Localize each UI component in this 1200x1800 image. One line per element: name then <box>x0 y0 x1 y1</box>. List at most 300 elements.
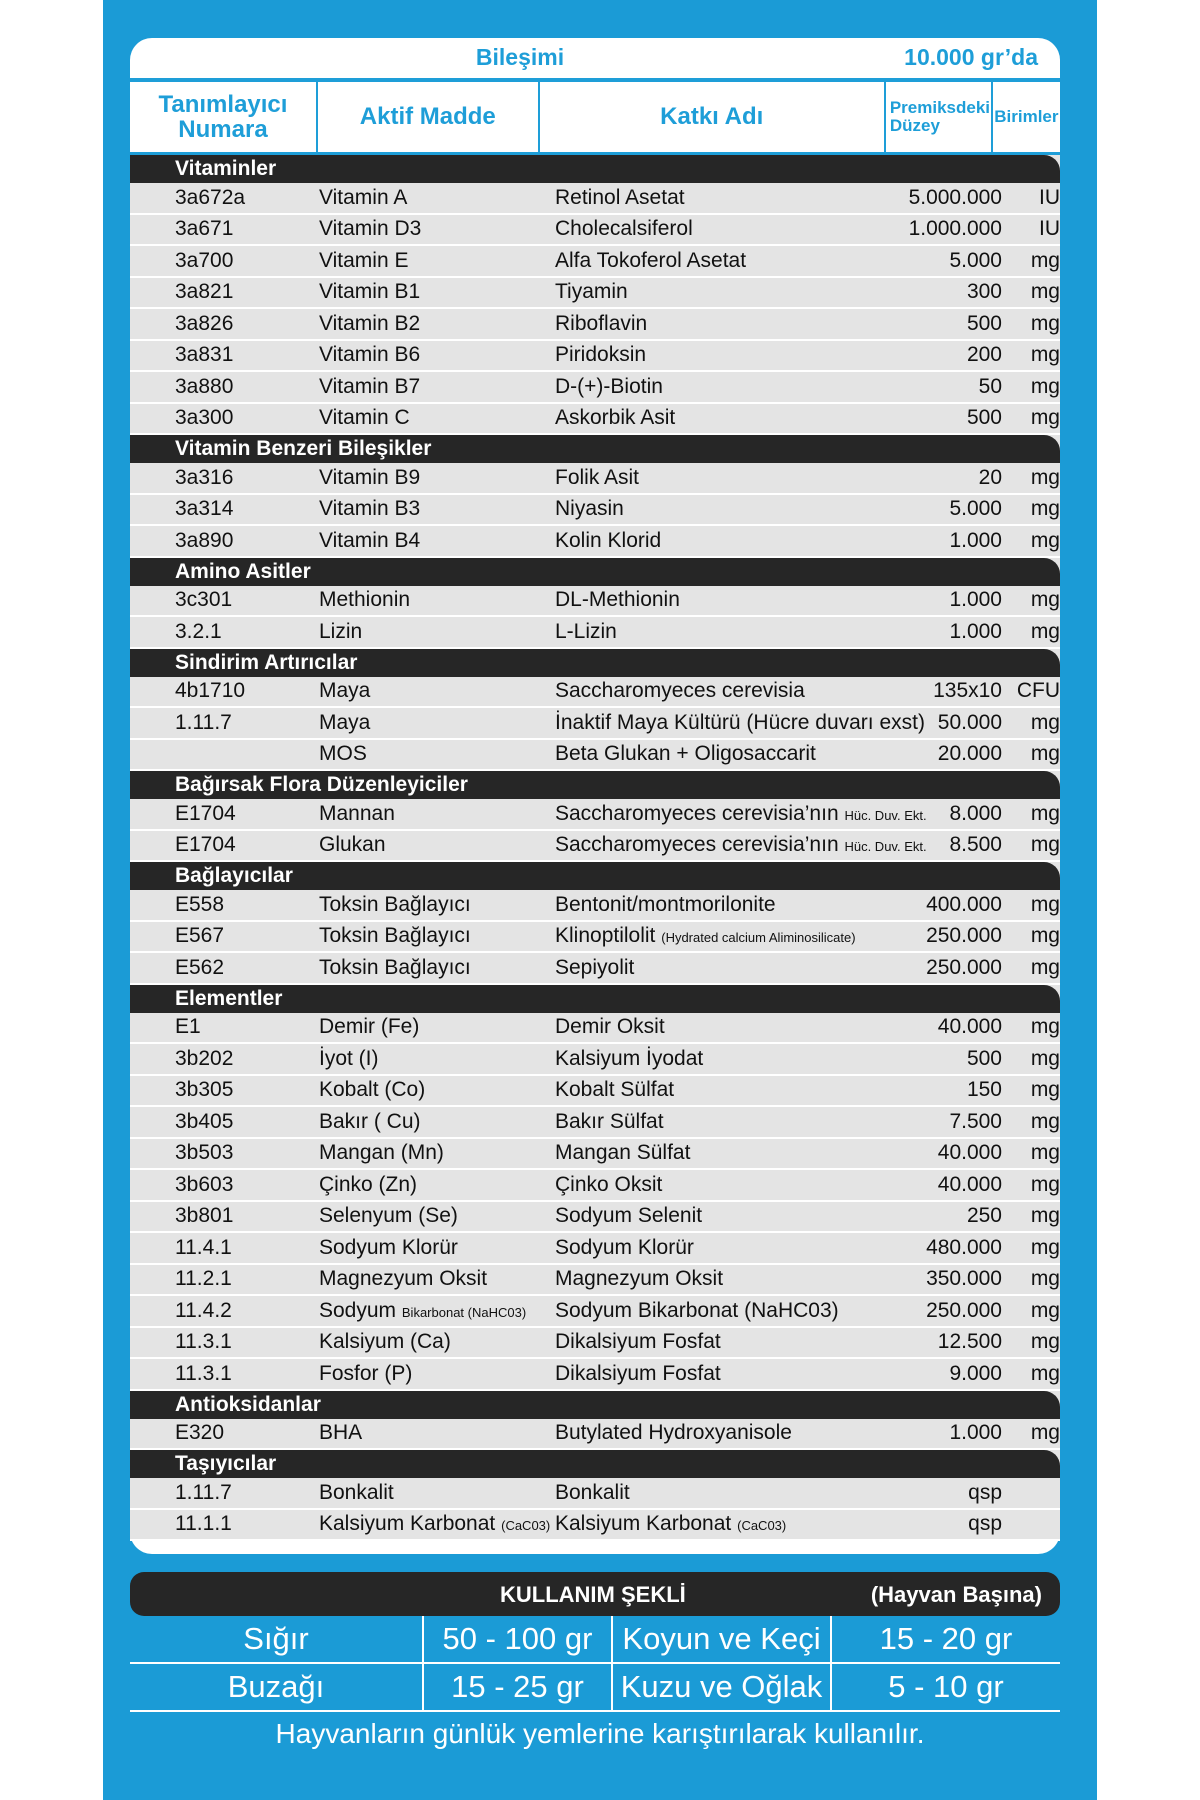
table-row <box>130 922 1060 954</box>
table-row <box>130 799 1060 831</box>
cell-unit <box>1002 1236 1060 1260</box>
cell-level-text: 500 <box>966 406 1002 430</box>
cell-unit-text: mg <box>1030 955 1060 979</box>
cell-level <box>890 1204 1002 1228</box>
cell-active-text: Vitamin E <box>319 248 409 272</box>
cell-additive <box>555 1204 890 1228</box>
cell-level <box>890 280 1002 304</box>
cell-unit <box>1002 588 1060 612</box>
cell-unit-text: mg <box>1030 801 1060 825</box>
cell-additive <box>555 312 890 336</box>
cell-additive-text: Kalsiyum Karbonat <box>555 1512 732 1536</box>
cell-id <box>130 833 319 857</box>
cell-level <box>890 217 1002 241</box>
cell-active-text: Fosfor (P) <box>319 1361 413 1385</box>
cell-level-text: 50 <box>978 374 1002 398</box>
cell-active <box>319 312 555 336</box>
cell-active-text: Toksin Bağlayıcı <box>319 892 471 916</box>
cell-level-text: 20 <box>978 465 1002 489</box>
cell-additive <box>555 833 927 857</box>
cell-level-text: 400.000 <box>926 892 1002 916</box>
cell-additive-text: Alfa Tokoferol Asetat <box>555 248 747 272</box>
cell-level-text: qsp <box>968 1512 1002 1536</box>
cell-unit <box>1002 742 1060 766</box>
cell-id <box>130 343 319 367</box>
cell-unit-text: mg <box>1030 1078 1060 1102</box>
table-row <box>130 677 1060 709</box>
cell-additive <box>555 801 927 826</box>
cell-unit <box>1002 802 1060 826</box>
cell-level-text: 40.000 <box>937 1172 1002 1196</box>
cell-unit-text: CFU <box>1016 679 1060 703</box>
section-header: Vitaminler <box>130 155 1060 183</box>
cell-additive <box>555 466 890 490</box>
cell-active-text: Vitamin B2 <box>319 311 421 335</box>
cell-additive <box>555 1481 890 1505</box>
cell-additive <box>555 1141 890 1165</box>
table-row <box>130 1107 1060 1139</box>
cell-active-text: Bakır ( Cu) <box>319 1109 421 1133</box>
cell-active <box>319 893 555 917</box>
cell-id-text: 3b305 <box>175 1078 234 1102</box>
cell-active-note: Bikarbonat (NaHC03) <box>401 1304 527 1320</box>
cell-active <box>319 802 555 826</box>
cell-unit <box>1002 1078 1060 1102</box>
cell-additive-text: Cholecalsiferol <box>555 217 693 241</box>
cell-id-text: 3a821 <box>175 280 234 304</box>
cell-level-text: 200 <box>966 343 1002 367</box>
cell-level <box>890 1421 1002 1445</box>
cell-unit <box>1002 1362 1060 1386</box>
table-row <box>130 463 1060 495</box>
composition-basis: 10.000 gr’da <box>904 44 1038 70</box>
cell-id <box>130 497 319 521</box>
cell-unit <box>1002 956 1060 980</box>
cell-unit-text: mg <box>1030 1109 1060 1133</box>
cell-additive <box>555 217 890 241</box>
section-header: Vitamin Benzeri Bileşikler <box>130 435 1060 463</box>
cell-active <box>319 711 555 735</box>
cell-active-text: Vitamin B3 <box>319 497 421 521</box>
cell-additive-text: Bentonit/montmorilonite <box>555 892 776 916</box>
cell-additive-text: Klinoptilolit <box>555 924 656 948</box>
cell-id-text: 3a831 <box>175 343 234 367</box>
cell-active-text: Vitamin B9 <box>319 465 421 489</box>
cell-id <box>130 620 319 644</box>
table-row <box>130 617 1060 649</box>
cell-additive-text: Niyasin <box>555 497 624 521</box>
cell-level-text: 8.500 <box>949 833 1002 857</box>
cell-level <box>890 1299 1002 1323</box>
cell-id <box>130 1204 319 1228</box>
cell-additive <box>555 924 890 948</box>
cell-id <box>130 406 319 430</box>
usage-row <box>130 1616 1060 1663</box>
cell-id <box>130 280 319 304</box>
cell-unit-text: mg <box>1030 710 1060 734</box>
cell-level-text: 5.000 <box>949 497 1002 521</box>
cell-unit-text: mg <box>1030 1298 1060 1322</box>
animal-name: Buzağı <box>130 1663 423 1711</box>
cell-additive <box>555 1330 890 1354</box>
cell-active <box>319 186 555 210</box>
cell-id-text: E558 <box>175 892 225 916</box>
cell-id-text: 3a316 <box>175 465 234 489</box>
cell-unit-text: mg <box>1030 619 1060 643</box>
cell-additive <box>555 742 890 766</box>
cell-unit-text: mg <box>1030 311 1060 335</box>
cell-unit-text: mg <box>1030 1330 1060 1354</box>
cell-id-text: 3b202 <box>175 1046 234 1070</box>
cell-active <box>319 1015 555 1039</box>
cell-level <box>890 497 1002 521</box>
cell-id <box>130 924 319 948</box>
cell-id <box>130 956 319 980</box>
cell-additive-text: Sodyum Bikarbonat (NaHC03) <box>555 1298 839 1322</box>
cell-unit <box>1002 466 1060 490</box>
cell-unit-text: mg <box>1030 343 1060 367</box>
cell-additive-text: Folik Asit <box>555 465 640 489</box>
cell-level-text: qsp <box>968 1480 1002 1504</box>
section-header: Sindirim Artırıcılar <box>130 649 1060 677</box>
usage-section <box>130 1572 1060 1712</box>
cell-additive <box>555 710 925 735</box>
usage-table <box>130 1616 1060 1712</box>
cell-id-text: E562 <box>175 955 225 979</box>
cell-id <box>130 893 319 917</box>
cell-active-text: Vitamin D3 <box>319 217 422 241</box>
cell-level <box>890 711 1002 735</box>
cell-level <box>890 679 1002 703</box>
cell-additive-text: Piridoksin <box>555 343 647 367</box>
cell-active <box>319 1481 555 1505</box>
cell-active-text: Glukan <box>319 833 386 857</box>
cell-id-text: 3b603 <box>175 1172 234 1196</box>
section-header: Antioksidanlar <box>130 1391 1060 1419</box>
cell-active <box>319 1173 555 1197</box>
table-row <box>130 278 1060 310</box>
cell-unit-text: mg <box>1030 528 1060 552</box>
cell-active-text: Sodyum <box>319 1298 397 1322</box>
cell-unit <box>1002 1015 1060 1039</box>
cell-active <box>319 1236 555 1260</box>
cell-active-text: İyot (I) <box>319 1046 379 1070</box>
cell-unit <box>1002 711 1060 735</box>
cell-active-text: Mangan (Mn) <box>319 1141 444 1165</box>
cell-active <box>319 343 555 367</box>
cell-id <box>130 588 319 612</box>
cell-additive-text: D-(+)-Biotin <box>555 374 663 398</box>
cell-unit-text: mg <box>1030 1421 1060 1445</box>
cell-level-text: 500 <box>966 311 1002 335</box>
cell-unit-text: mg <box>1030 1204 1060 1228</box>
cell-id <box>130 1141 319 1165</box>
cell-level-text: 480.000 <box>926 1235 1002 1259</box>
cell-id <box>130 1173 319 1197</box>
cell-additive-text: L-Lizin <box>555 619 617 643</box>
cell-unit-text: mg <box>1030 1235 1060 1259</box>
cell-id <box>130 1481 319 1505</box>
cell-level-text: 1.000 <box>949 528 1002 552</box>
cell-unit-text: mg <box>1030 374 1060 398</box>
cell-additive <box>555 1421 890 1445</box>
cell-active-text: Selenyum (Se) <box>319 1204 458 1228</box>
cell-id-text: 11.2.1 <box>175 1267 232 1291</box>
cell-id-text: 11.3.1 <box>175 1361 232 1385</box>
cell-unit-text: IU <box>1039 217 1060 241</box>
cell-additive-text: Mangan Sülfat <box>555 1141 691 1165</box>
cell-active-text: Sodyum Klorür <box>319 1235 458 1259</box>
cell-additive-text: İnaktif Maya Kültürü (Hücre duvarı exst) <box>555 710 925 734</box>
cell-level-text: 1.000.000 <box>908 217 1002 241</box>
cell-active <box>319 249 555 273</box>
cell-active-text: Vitamin B4 <box>319 528 421 552</box>
table-row <box>130 1076 1060 1108</box>
cell-unit-text: mg <box>1030 497 1060 521</box>
cell-additive <box>555 529 890 553</box>
cell-unit <box>1002 1110 1060 1134</box>
cell-level <box>890 1236 1002 1260</box>
usage-title: KULLANIM ŞEKLİ <box>500 1582 686 1607</box>
table-row <box>130 953 1060 985</box>
cell-additive <box>555 1078 890 1102</box>
cell-unit-text: mg <box>1030 833 1060 857</box>
cell-additive <box>555 280 890 304</box>
animal-name: Koyun ve Keçi <box>612 1616 831 1663</box>
cell-active-text: MOS <box>319 742 367 766</box>
cell-unit-text: mg <box>1030 742 1060 766</box>
cell-additive <box>555 1047 890 1071</box>
cell-additive-text: DL-Methionin <box>555 588 680 612</box>
cell-additive <box>555 497 890 521</box>
cell-id-text: E1704 <box>175 833 236 857</box>
cell-additive-text: Magnezyum Oksit <box>555 1267 724 1291</box>
cell-additive-text: Saccharomyeces cerevisia’nın <box>555 801 839 825</box>
cell-additive-text: Saccharomyeces cerevisia <box>555 679 805 703</box>
cell-active-text: BHA <box>319 1421 363 1445</box>
cell-additive-text: Kolin Klorid <box>555 528 662 552</box>
cell-level-text: 300 <box>966 280 1002 304</box>
table-row <box>130 183 1060 215</box>
composition-titlebar <box>130 38 1060 78</box>
cell-additive <box>555 186 890 210</box>
cell-additive <box>555 343 890 367</box>
table-row <box>130 1510 1060 1542</box>
cell-id <box>130 802 319 826</box>
table-row <box>130 1328 1060 1360</box>
cell-active-text: Mannan <box>319 801 395 825</box>
cell-id <box>130 679 319 703</box>
col-header-id: Tanımlayıcı Numara <box>130 82 318 152</box>
cell-id <box>130 249 319 273</box>
cell-additive <box>555 1236 890 1260</box>
table-row <box>130 1233 1060 1265</box>
table-row <box>130 1013 1060 1045</box>
cell-additive-text: Sodyum Selenit <box>555 1204 703 1228</box>
cell-id-text: 3a700 <box>175 248 234 272</box>
usage-header <box>130 1572 1060 1616</box>
cell-unit <box>1002 893 1060 917</box>
cell-level-text: 250.000 <box>926 924 1002 948</box>
cell-id-text: 11.3.1 <box>175 1330 232 1354</box>
cell-additive <box>555 249 890 273</box>
cell-id <box>130 1015 319 1039</box>
cell-additive <box>555 620 890 644</box>
usage-row <box>130 1663 1060 1711</box>
cell-level <box>890 1330 1002 1354</box>
cell-additive <box>555 1267 890 1291</box>
cell-id <box>130 186 319 210</box>
cell-additive-text: Sodyum Klorür <box>555 1235 694 1259</box>
cell-unit-text: mg <box>1030 465 1060 489</box>
cell-additive <box>555 588 890 612</box>
cell-unit <box>1002 1330 1060 1354</box>
cell-active <box>319 1204 555 1228</box>
cell-level-text: 5.000.000 <box>908 185 1002 209</box>
composition-title: Bileşimi <box>475 44 565 70</box>
cell-unit <box>1002 406 1060 430</box>
cell-active-text: Kalsiyum Karbonat <box>319 1512 496 1536</box>
cell-unit <box>1002 1421 1060 1445</box>
cell-id-text: 1.11.7 <box>175 1480 232 1504</box>
cell-active <box>319 280 555 304</box>
cell-unit-text: mg <box>1030 1267 1060 1291</box>
cell-active-note: (CaC03) <box>501 1518 551 1534</box>
cell-unit-text: mg <box>1030 1141 1060 1165</box>
cell-level <box>890 802 1002 826</box>
cell-level-text: 135x10 <box>933 679 1002 703</box>
cell-active <box>319 1421 555 1445</box>
dose-value: 50 - 100 gr <box>423 1616 612 1663</box>
cell-active <box>319 529 555 553</box>
cell-level-text: 350.000 <box>926 1267 1002 1291</box>
cell-unit-text: mg <box>1030 1046 1060 1070</box>
cell-additive <box>555 1362 890 1386</box>
cell-level <box>890 956 1002 980</box>
cell-level-text: 1.000 <box>949 619 1002 643</box>
section-header: Elementler <box>130 985 1060 1013</box>
cell-id <box>130 1512 319 1536</box>
cell-unit <box>1002 1299 1060 1323</box>
cell-additive-note: Hüc. Duv. Ekt. <box>844 807 927 823</box>
table-row <box>130 890 1060 922</box>
cell-active-text: Lizin <box>319 619 363 643</box>
usage-subtitle: (Hayvan Başına) <box>870 1582 1042 1607</box>
cell-active-text: Kobalt (Co) <box>319 1078 426 1102</box>
cell-active-text: Vitamin B6 <box>319 343 421 367</box>
cell-active-text: Vitamin C <box>319 406 410 430</box>
cell-active-text: Magnezyum Oksit <box>319 1267 488 1291</box>
dose-value: 5 - 10 gr <box>831 1663 1060 1711</box>
cell-active <box>319 1047 555 1071</box>
cell-level-text: 20.000 <box>937 742 1002 766</box>
cell-id-text: 3a672a <box>175 185 246 209</box>
cell-unit <box>1002 1173 1060 1197</box>
section-header: Bağırsak Flora Düzenleyiciler <box>130 771 1060 799</box>
cell-level <box>890 924 1002 948</box>
cell-active-text: Vitamin B1 <box>319 280 421 304</box>
cell-level <box>890 249 1002 273</box>
cell-id-text: 3a880 <box>175 374 234 398</box>
cell-active-text: Çinko (Zn) <box>319 1172 418 1196</box>
cell-unit-text: mg <box>1030 1015 1060 1039</box>
cell-unit <box>1002 217 1060 241</box>
cell-active-text: Vitamin A <box>319 185 408 209</box>
cell-level <box>890 406 1002 430</box>
cell-unit <box>1002 186 1060 210</box>
cell-active <box>319 742 555 766</box>
cell-additive <box>555 1110 890 1134</box>
cell-level-text: 40.000 <box>937 1015 1002 1039</box>
cell-additive-text: Kobalt Sülfat <box>555 1078 675 1102</box>
cell-id <box>130 529 319 553</box>
cell-unit <box>1002 1047 1060 1071</box>
cell-active <box>319 1078 555 1102</box>
cell-additive-text: Retinol Asetat <box>555 185 685 209</box>
cell-level <box>890 312 1002 336</box>
cell-active <box>319 1512 555 1536</box>
cell-additive-note: (CaC03) <box>737 1518 787 1534</box>
cell-id <box>130 1330 319 1354</box>
cell-level-text: 7.500 <box>949 1109 1002 1133</box>
table-row <box>130 246 1060 278</box>
cell-unit <box>1002 1204 1060 1228</box>
cell-additive-text: Kalsiyum İyodat <box>555 1046 704 1070</box>
cell-id <box>130 312 319 336</box>
cell-active-text: Toksin Bağlayıcı <box>319 955 471 979</box>
cell-level <box>890 1110 1002 1134</box>
cell-level <box>890 1512 1002 1536</box>
cell-additive <box>555 375 890 399</box>
table-row <box>130 526 1060 558</box>
cell-active-text: Demir (Fe) <box>319 1015 420 1039</box>
table-row <box>130 215 1060 247</box>
cell-id-text: 11.1.1 <box>175 1512 232 1536</box>
cell-unit-text: mg <box>1030 1172 1060 1196</box>
cell-unit-text: mg <box>1030 406 1060 430</box>
cell-level <box>890 742 1002 766</box>
cell-additive <box>555 1173 890 1197</box>
cell-active-text: Bonkalit <box>319 1480 394 1504</box>
cell-active-text: Methionin <box>319 588 411 612</box>
cell-id-text: E1704 <box>175 801 236 825</box>
cell-unit <box>1002 375 1060 399</box>
cell-level-text: 1.000 <box>949 1421 1002 1445</box>
cell-unit-text: mg <box>1030 1361 1060 1385</box>
composition-table-body <box>130 155 1060 1541</box>
cell-id <box>130 375 319 399</box>
cell-level-text: 40.000 <box>937 1141 1002 1165</box>
cell-unit-text: mg <box>1030 892 1060 916</box>
table-row <box>130 1359 1060 1391</box>
cell-level <box>890 186 1002 210</box>
cell-active <box>319 833 555 857</box>
cell-level-text: 250.000 <box>926 955 1002 979</box>
table-row <box>130 586 1060 618</box>
composition-table-card <box>130 38 1060 1554</box>
table-row <box>130 740 1060 772</box>
cell-additive-text: Tiyamin <box>555 280 628 304</box>
cell-level <box>890 1362 1002 1386</box>
cell-level-text: 1.000 <box>949 588 1002 612</box>
column-headers <box>130 82 1060 155</box>
col-header-active: Aktif Madde <box>318 82 540 152</box>
cell-additive-note: Hüc. Duv. Ekt. <box>844 839 927 855</box>
cell-level <box>890 1078 1002 1102</box>
cell-active <box>319 956 555 980</box>
cell-active-text: Vitamin B7 <box>319 374 421 398</box>
cell-id-text: 3.2.1 <box>175 619 222 643</box>
